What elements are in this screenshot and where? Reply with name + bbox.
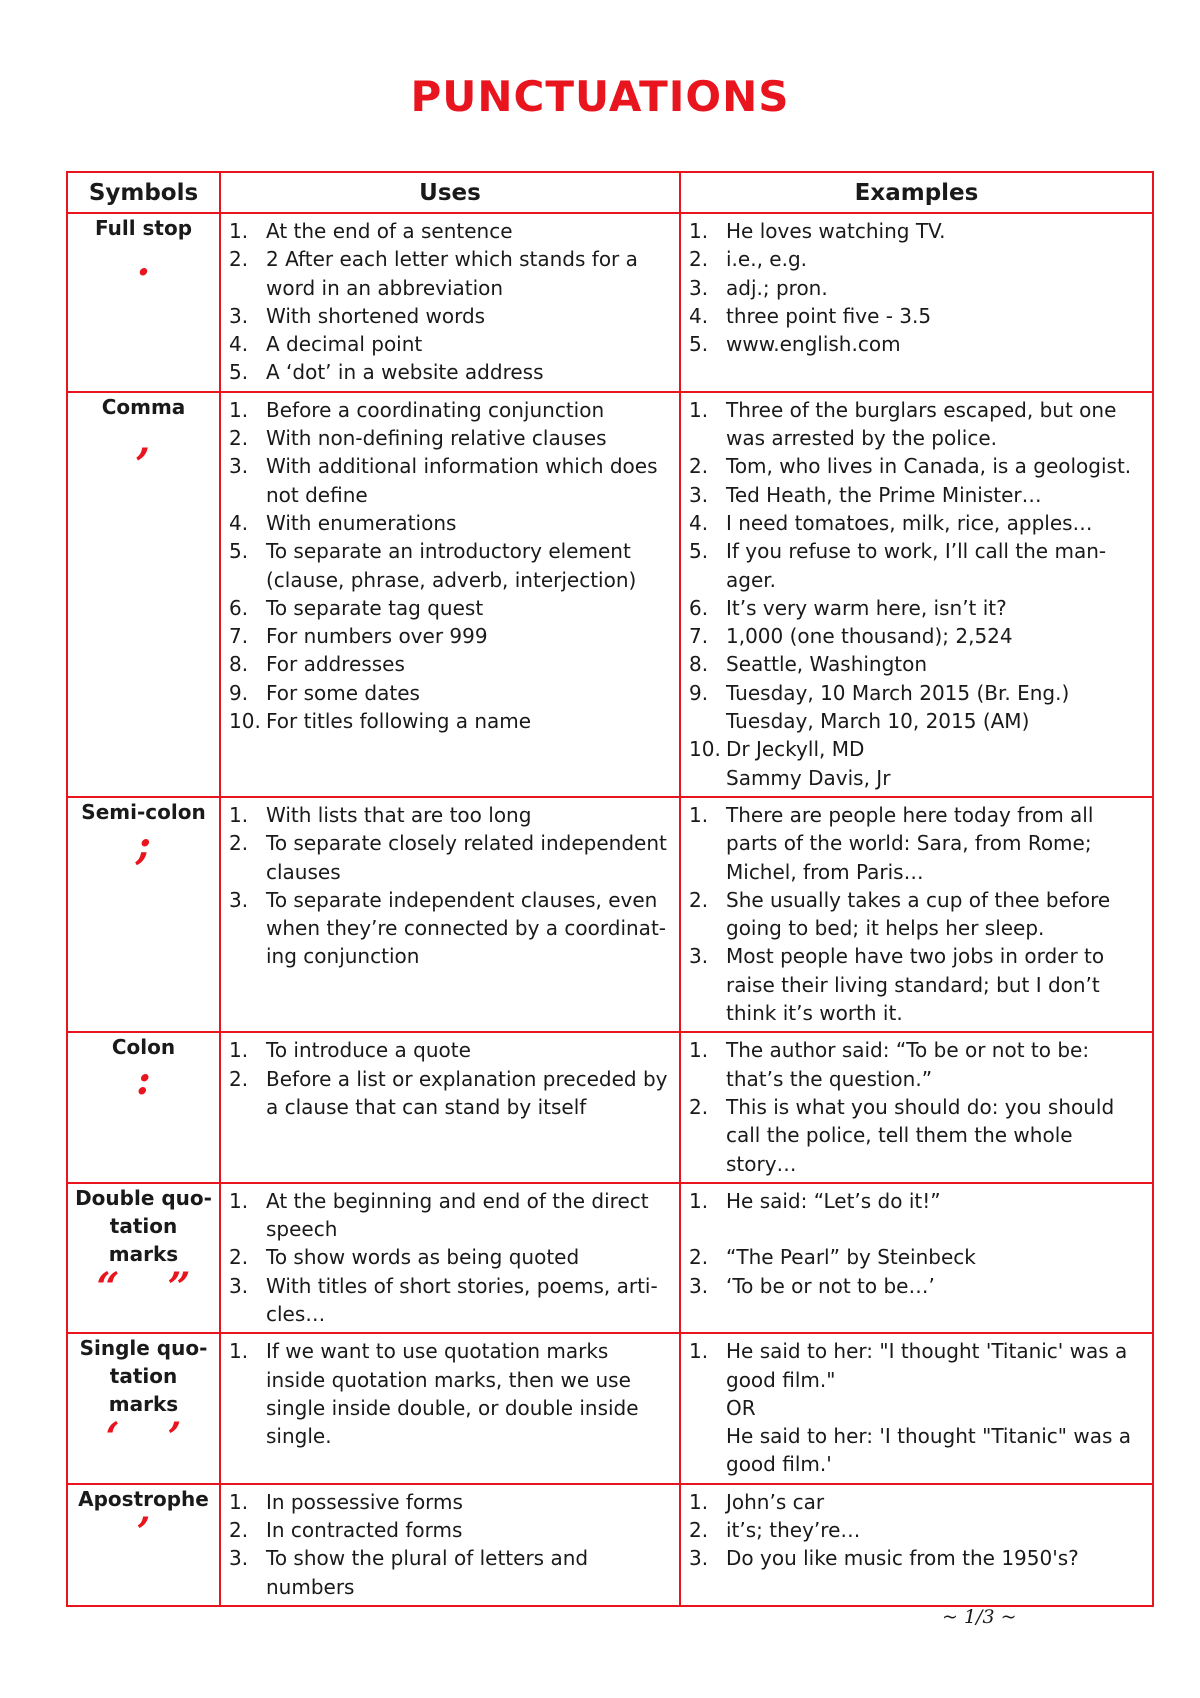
symbol-cell: [67, 1183, 220, 1333]
item-number: 7.: [689, 624, 709, 649]
item-text: ‘To be or not to be…’: [726, 1273, 935, 1298]
item-number: 7.: [229, 624, 249, 649]
list-item: [229, 1036, 673, 1064]
colon-glyph: :: [136, 1057, 151, 1105]
item-number: 3.: [689, 1546, 709, 1571]
item-text: A ‘dot’ in a website address: [266, 360, 544, 385]
list-item: [689, 1544, 1146, 1572]
list-item: [689, 509, 1146, 537]
item-text: when they’re connected by a coordinat-: [266, 916, 666, 941]
item-text: To separate an introductory element: [266, 539, 631, 564]
item-text: Ted Heath, the Prime Minister…: [726, 482, 1042, 507]
item-number: 4.: [229, 510, 249, 535]
symbol-name: Colon: [111, 1035, 176, 1060]
uses-cell: [220, 392, 680, 797]
examples-list: [681, 214, 1152, 362]
symbol-cell: [67, 1333, 220, 1483]
item-text: not define: [266, 482, 368, 507]
item-text: To separate closely related independent: [266, 831, 667, 856]
uses-cell: [220, 1484, 680, 1606]
list-item: [229, 1488, 673, 1516]
uses-cell: [220, 1333, 680, 1483]
list-item: [229, 801, 673, 829]
item-text: To show words as being quoted: [266, 1245, 580, 1270]
list-item: [229, 330, 673, 358]
table-row: [67, 1032, 1153, 1182]
item-text: 2 After each letter which stands for a: [266, 247, 638, 272]
symbol-cell: [67, 1032, 220, 1182]
item-number: 5.: [689, 539, 709, 564]
item-number: 1.: [689, 802, 709, 827]
list-item: [229, 622, 673, 650]
item-text: speech: [266, 1217, 338, 1242]
item-text: word in an abbreviation: [266, 275, 504, 300]
list-item: [689, 274, 1146, 302]
table-row: [67, 392, 1153, 797]
item-text: single inside double, or double inside: [266, 1395, 639, 1420]
symbol-cell: [67, 797, 220, 1032]
list-item: [689, 330, 1146, 358]
item-text: To show the plural of letters and: [266, 1546, 589, 1571]
item-number: 6.: [689, 595, 709, 620]
examples-cell: [680, 1183, 1153, 1333]
item-number: 5.: [229, 360, 249, 385]
item-number: 1.: [229, 1188, 249, 1213]
item-number: 1.: [689, 1339, 709, 1364]
apostrophe-glyph: ’: [136, 1508, 151, 1556]
item-text: OR: [726, 1395, 756, 1420]
item-number: 4.: [689, 510, 709, 535]
item-text: For some dates: [266, 680, 420, 705]
list-item: [689, 1093, 1146, 1178]
list-item: [229, 358, 673, 386]
item-text: With shortened words: [266, 303, 486, 328]
list-item: [229, 537, 673, 594]
list-item: [229, 1516, 673, 1544]
item-number: 1.: [689, 397, 709, 422]
item-number: 2.: [689, 1245, 709, 1270]
list-item: [689, 942, 1146, 1027]
list-item: [229, 1243, 673, 1271]
item-number: 4.: [229, 332, 249, 357]
list-item: [689, 1337, 1146, 1478]
single-quote-glyph: ‘ ’: [105, 1414, 182, 1462]
item-text: With non-defining relative clauses: [266, 426, 607, 451]
item-number: 1.: [689, 1489, 709, 1514]
header-examples: Examples: [680, 172, 1153, 213]
table-row: [67, 213, 1153, 392]
item-number: 1.: [229, 802, 249, 827]
uses-cell: [220, 213, 680, 392]
examples-list: [681, 393, 1152, 796]
item-text: think it’s worth it.: [726, 1001, 903, 1026]
item-text: clauses: [266, 859, 341, 884]
item-number: 6.: [229, 595, 249, 620]
list-item: [689, 679, 1146, 736]
list-item: [689, 302, 1146, 330]
examples-list: [681, 1485, 1152, 1577]
item-text: With enumerations: [266, 510, 457, 535]
full-stop-glyph: .: [136, 238, 151, 285]
double-quote-glyph: “ ”: [96, 1263, 191, 1311]
item-number: 5.: [229, 539, 249, 564]
examples-list: [681, 1334, 1152, 1482]
item-text: At the beginning and end of the direct: [266, 1188, 649, 1213]
list-item: [229, 1187, 673, 1244]
list-item: [689, 1516, 1146, 1544]
item-number: 1.: [229, 397, 249, 422]
table-body: [67, 213, 1153, 1606]
list-item: [689, 886, 1146, 943]
item-text: ager.: [726, 567, 776, 592]
item-text: Tom, who lives in Canada, is a geologist.: [726, 454, 1132, 479]
uses-list: [221, 1485, 679, 1605]
list-item: [229, 509, 673, 537]
list-item: [229, 886, 673, 971]
item-text: With lists that are too long: [266, 802, 532, 827]
list-item: [229, 396, 673, 424]
list-item: [689, 1488, 1146, 1516]
item-text: parts of the world: Sara, from Rome;: [726, 831, 1092, 856]
item-number: 3.: [689, 275, 709, 300]
item-number: 4.: [689, 303, 709, 328]
symbol-name: marks: [108, 1241, 179, 1266]
item-text: Do you like music from the 1950's?: [726, 1546, 1079, 1571]
item-text: 1,000 (one thousand); 2,524: [726, 624, 1013, 649]
table-row: [67, 797, 1153, 1032]
item-text: ing conjunction: [266, 944, 420, 969]
header-uses: Uses: [220, 172, 680, 213]
list-item: [689, 650, 1146, 678]
item-number: 1.: [689, 219, 709, 243]
list-item: [229, 1065, 673, 1122]
item-number: 2.: [229, 831, 249, 856]
item-text: Seattle, Washington: [726, 652, 928, 677]
symbol-name: Full stop: [94, 216, 193, 240]
item-text: single.: [266, 1424, 332, 1449]
item-text: Sammy Davis, Jr: [726, 765, 891, 790]
item-number: 1.: [229, 219, 249, 243]
item-text: going to bed; it helps her sleep.: [726, 916, 1045, 941]
table-header-row: [67, 172, 1153, 213]
item-text: that’s the question.”: [726, 1066, 933, 1091]
item-text: [726, 1215, 1146, 1243]
item-text: Before a coordinating conjunction: [266, 397, 605, 422]
item-number: 8.: [229, 652, 249, 677]
item-number: 2.: [689, 887, 709, 912]
item-text: If we want to use quotation marks: [266, 1339, 609, 1364]
item-text: I need tomatoes, milk, rice, apples…: [726, 510, 1093, 535]
item-text: To separate tag quest: [266, 595, 484, 620]
uses-cell: [220, 797, 680, 1032]
item-number: 9.: [689, 680, 709, 705]
item-text: Before a list or explanation preceded by: [266, 1066, 668, 1091]
uses-list: [221, 393, 679, 740]
table-row: [67, 1183, 1153, 1333]
item-number: 3.: [689, 1273, 709, 1298]
item-number: 3.: [229, 454, 249, 479]
symbol-cell: [67, 1484, 220, 1606]
examples-cell: [680, 797, 1153, 1032]
item-number: 1.: [689, 1188, 709, 1213]
item-text: This is what you should do: you should: [726, 1094, 1115, 1119]
list-item: [689, 801, 1146, 886]
item-number: 3.: [689, 482, 709, 507]
symbol-name: marks: [108, 1392, 179, 1417]
item-number: 2.: [229, 426, 249, 451]
item-text: Michel, from Paris…: [726, 859, 924, 884]
item-number: 3.: [229, 303, 249, 328]
item-text: call the police, tell them the whole: [726, 1123, 1073, 1148]
list-item: [689, 1187, 1146, 1244]
uses-list: [221, 1033, 679, 1125]
item-number: 3.: [229, 1273, 249, 1298]
item-text: If you refuse to work, I’ll call the man-: [726, 539, 1107, 564]
uses-list: [221, 1184, 679, 1332]
item-number: 9.: [229, 680, 249, 705]
item-text: numbers: [266, 1574, 355, 1599]
uses-list: [221, 1334, 679, 1454]
item-text: Dr Jeckyll, MD: [726, 737, 865, 762]
symbol-cell: [67, 392, 220, 797]
list-item: [229, 245, 673, 302]
item-number: 2.: [689, 247, 709, 272]
symbol-name: Single quo-: [79, 1336, 208, 1361]
symbol-name: Double quo-: [75, 1185, 212, 1210]
item-text: To introduce a quote: [266, 1038, 471, 1063]
list-item: [689, 1243, 1146, 1271]
list-item: [229, 217, 673, 245]
symbol-name: Semi-colon: [81, 799, 206, 824]
item-number: 2.: [229, 1518, 249, 1543]
item-number: 2.: [689, 454, 709, 479]
symbol-name: Apostrophe: [78, 1486, 209, 1511]
item-text: Most people have two jobs in order to: [726, 944, 1105, 969]
punctuation-table: [66, 171, 1154, 1607]
item-text: In contracted forms: [266, 1518, 463, 1543]
list-item: [689, 1036, 1146, 1093]
list-item: [689, 1272, 1146, 1300]
item-text: For titles following a name: [266, 709, 532, 734]
comma-glyph: ,: [136, 416, 151, 464]
item-number: 3.: [229, 887, 249, 912]
item-text: With additional information which does: [266, 454, 658, 479]
list-item: [229, 1272, 673, 1329]
item-text: “The Pearl” by Steinbeck: [726, 1245, 976, 1270]
item-text: Tuesday, March 10, 2015 (AM): [726, 709, 1030, 734]
item-text: good film.": [726, 1367, 836, 1392]
page-number: ~ 1/3 ~: [942, 1606, 1017, 1628]
item-text: it’s; they’re…: [726, 1518, 861, 1543]
list-item: [689, 481, 1146, 509]
item-number: 10.: [689, 737, 721, 762]
item-number: 3.: [689, 944, 709, 969]
item-text: He said to her: "I thought 'Titanic' was a: [726, 1339, 1128, 1364]
item-text: He loves watching TV.: [726, 219, 946, 243]
item-text: He said to her: 'I thought "Titanic" was a: [726, 1424, 1132, 1449]
examples-list: [681, 1033, 1152, 1181]
list-item: [229, 452, 673, 509]
uses-list: [221, 798, 679, 975]
symbol-name: tation: [109, 1213, 178, 1238]
list-item: [229, 594, 673, 622]
item-text: For addresses: [266, 652, 405, 677]
list-item: [229, 829, 673, 886]
item-text: At the end of a sentence: [266, 219, 513, 243]
item-text: cles…: [266, 1301, 326, 1326]
symbol-name: tation: [109, 1364, 178, 1389]
list-item: [229, 707, 673, 735]
examples-cell: [680, 392, 1153, 797]
item-text: It’s very warm here, isn’t it?: [726, 595, 1007, 620]
table-row: [67, 1333, 1153, 1483]
item-number: 1.: [229, 1339, 249, 1364]
item-number: 2.: [689, 1094, 709, 1119]
list-item: [689, 622, 1146, 650]
item-number: 1.: [229, 1489, 249, 1514]
item-text: (clause, phrase, adverb, interjection): [266, 567, 637, 592]
item-text: John’s car: [726, 1489, 825, 1514]
item-text: good film.': [726, 1452, 832, 1477]
list-item: [689, 537, 1146, 594]
item-text: The author said: “To be or not to be:: [726, 1038, 1090, 1063]
item-text: raise their living standard; but I don’t: [726, 972, 1100, 997]
examples-cell: [680, 213, 1153, 392]
examples-cell: [680, 1333, 1153, 1483]
item-number: 2.: [229, 1066, 249, 1091]
item-text: was arrested by the police.: [726, 426, 997, 451]
item-number: 1.: [229, 1038, 249, 1063]
list-item: [229, 650, 673, 678]
item-text: He said: “Let’s do it!”: [726, 1188, 941, 1213]
list-item: [689, 452, 1146, 480]
item-text: story…: [726, 1151, 797, 1176]
item-number: 2.: [229, 247, 249, 272]
item-text: www.english.com: [726, 332, 901, 357]
examples-list: [681, 798, 1152, 1031]
item-number: 5.: [689, 332, 709, 357]
list-item: [229, 679, 673, 707]
item-number: 10.: [229, 709, 261, 734]
list-item: [689, 735, 1146, 792]
examples-cell: [680, 1484, 1153, 1606]
item-text: Three of the burglars escaped, but one: [726, 397, 1117, 422]
item-text: With titles of short stories, poems, arti-: [266, 1273, 658, 1298]
list-item: [229, 1337, 673, 1450]
item-text: To separate independent clauses, even: [266, 887, 658, 912]
page-title: PUNCTUATIONS: [410, 72, 790, 121]
header-symbols: Symbols: [67, 172, 220, 213]
item-text: Tuesday, 10 March 2015 (Br. Eng.): [726, 680, 1070, 705]
list-item: [229, 424, 673, 452]
item-text: A decimal point: [266, 332, 423, 357]
item-text: i.e., e.g.: [726, 247, 808, 272]
uses-cell: [220, 1032, 680, 1182]
examples-list: [681, 1184, 1152, 1304]
symbol-cell: [67, 213, 220, 392]
item-text: a clause that can stand by itself: [266, 1094, 587, 1119]
table-row: [67, 1484, 1153, 1606]
list-item: [229, 1544, 673, 1601]
symbol-name: Comma: [101, 394, 186, 419]
semicolon-glyph: ;: [136, 821, 151, 869]
item-number: 2.: [689, 1518, 709, 1543]
list-item: [689, 396, 1146, 453]
list-item: [689, 217, 1146, 245]
list-item: [689, 245, 1146, 273]
uses-list: [221, 214, 679, 391]
examples-cell: [680, 1032, 1153, 1182]
item-number: 1.: [689, 1038, 709, 1063]
uses-cell: [220, 1183, 680, 1333]
item-text: In possessive forms: [266, 1489, 463, 1514]
list-item: [689, 594, 1146, 622]
item-text: inside quotation marks, then we use: [266, 1367, 631, 1392]
item-text: adj.; pron.: [726, 275, 828, 300]
item-number: 8.: [689, 652, 709, 677]
item-text: three point five - 3.5: [726, 303, 932, 328]
item-number: 3.: [229, 1546, 249, 1571]
item-text: She usually takes a cup of thee before: [726, 887, 1111, 912]
item-number: 2.: [229, 1245, 249, 1270]
list-item: [229, 302, 673, 330]
item-text: There are people here today from all: [726, 802, 1094, 827]
item-text: For numbers over 999: [266, 624, 488, 649]
